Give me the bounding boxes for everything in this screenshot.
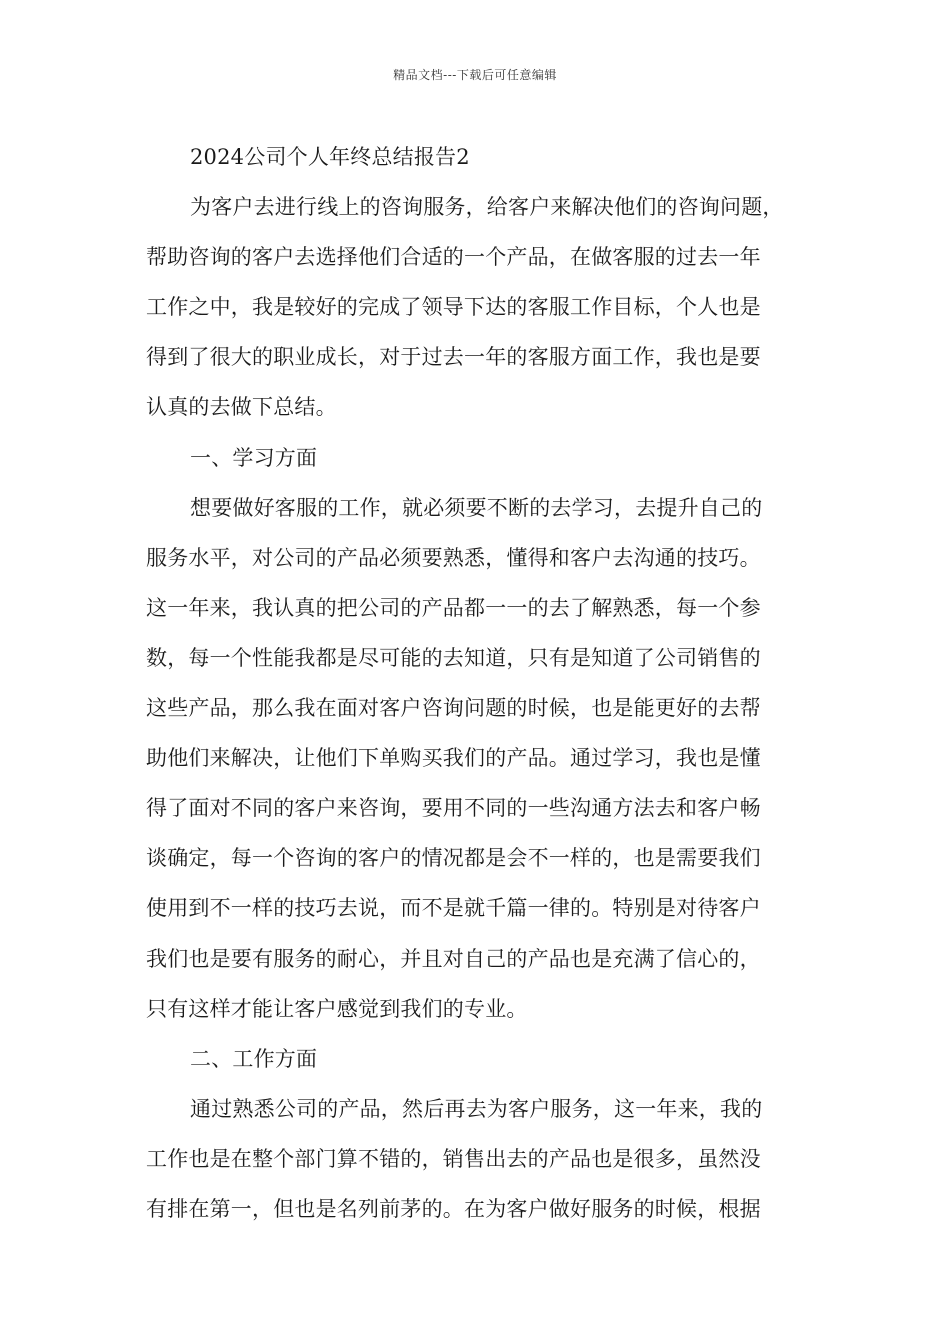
document-body [146,132,836,1234]
paragraph-line: 得了面对不同的客户来咨询，要用不同的一些沟通方法去和客户畅 [146,796,761,821]
paragraph-line: 我们也是要有服务的耐心，并且对自己的产品也是充满了信心的， [146,946,761,971]
paragraph-line: 为客户去进行线上的咨询服务，给客户来解决他们的咨询问题， [190,195,784,220]
section-heading: 一、学习方面 [190,445,318,470]
paragraph-line: 服务水平，对公司的产品必须要熟悉，懂得和客户去沟通的技巧。 [146,545,761,570]
paragraph-line: 谈确定，每一个咨询的客户的情况都是会不一样的，也是需要我们 [146,846,761,871]
paragraph-line: 有排在第一，但也是名列前茅的。在为客户做好服务的时候，根据 [146,1196,761,1221]
paragraph-line: 想要做好客服的工作，就必须要不断的去学习，去提升自己的 [190,495,763,520]
page-header: 精品文档---下载后可任意编辑 [393,68,557,82]
document-title: 2024公司个人年终总结报告2 [190,145,470,169]
paragraph-line: 助他们来解决，让他们下单购买我们的产品。通过学习，我也是懂 [146,746,761,771]
section-heading: 二、工作方面 [190,1046,318,1071]
paragraph-line: 工作也是在整个部门算不错的，销售出去的产品也是很多，虽然没 [146,1146,761,1171]
paragraph-line: 得到了很大的职业成长，对于过去一年的客服方面工作，我也是要 [146,345,761,370]
paragraph-line: 只有这样才能让客户感觉到我们的专业。 [146,996,528,1021]
paragraph-line: 帮助咨询的客户去选择他们合适的一个产品，在做客服的过去一年 [146,245,761,270]
paragraph-line: 通过熟悉公司的产品，然后再去为客户服务，这一年来，我的 [190,1096,763,1121]
paragraph-line: 数，每一个性能我都是尽可能的去知道，只有是知道了公司销售的 [146,645,761,670]
paragraph-line: 这些产品，那么我在面对客户咨询问题的时候，也是能更好的去帮 [146,696,761,721]
paragraph-line: 工作之中，我是较好的完成了领导下达的客服工作目标，个人也是 [146,295,761,320]
paragraph-line: 这一年来，我认真的把公司的产品都一一的去了解熟悉，每一个参 [146,595,761,620]
paragraph-line: 认真的去做下总结。 [146,395,337,420]
paragraph-line: 使用到不一样的技巧去说，而不是就千篇一律的。特别是对待客户 [146,896,761,921]
